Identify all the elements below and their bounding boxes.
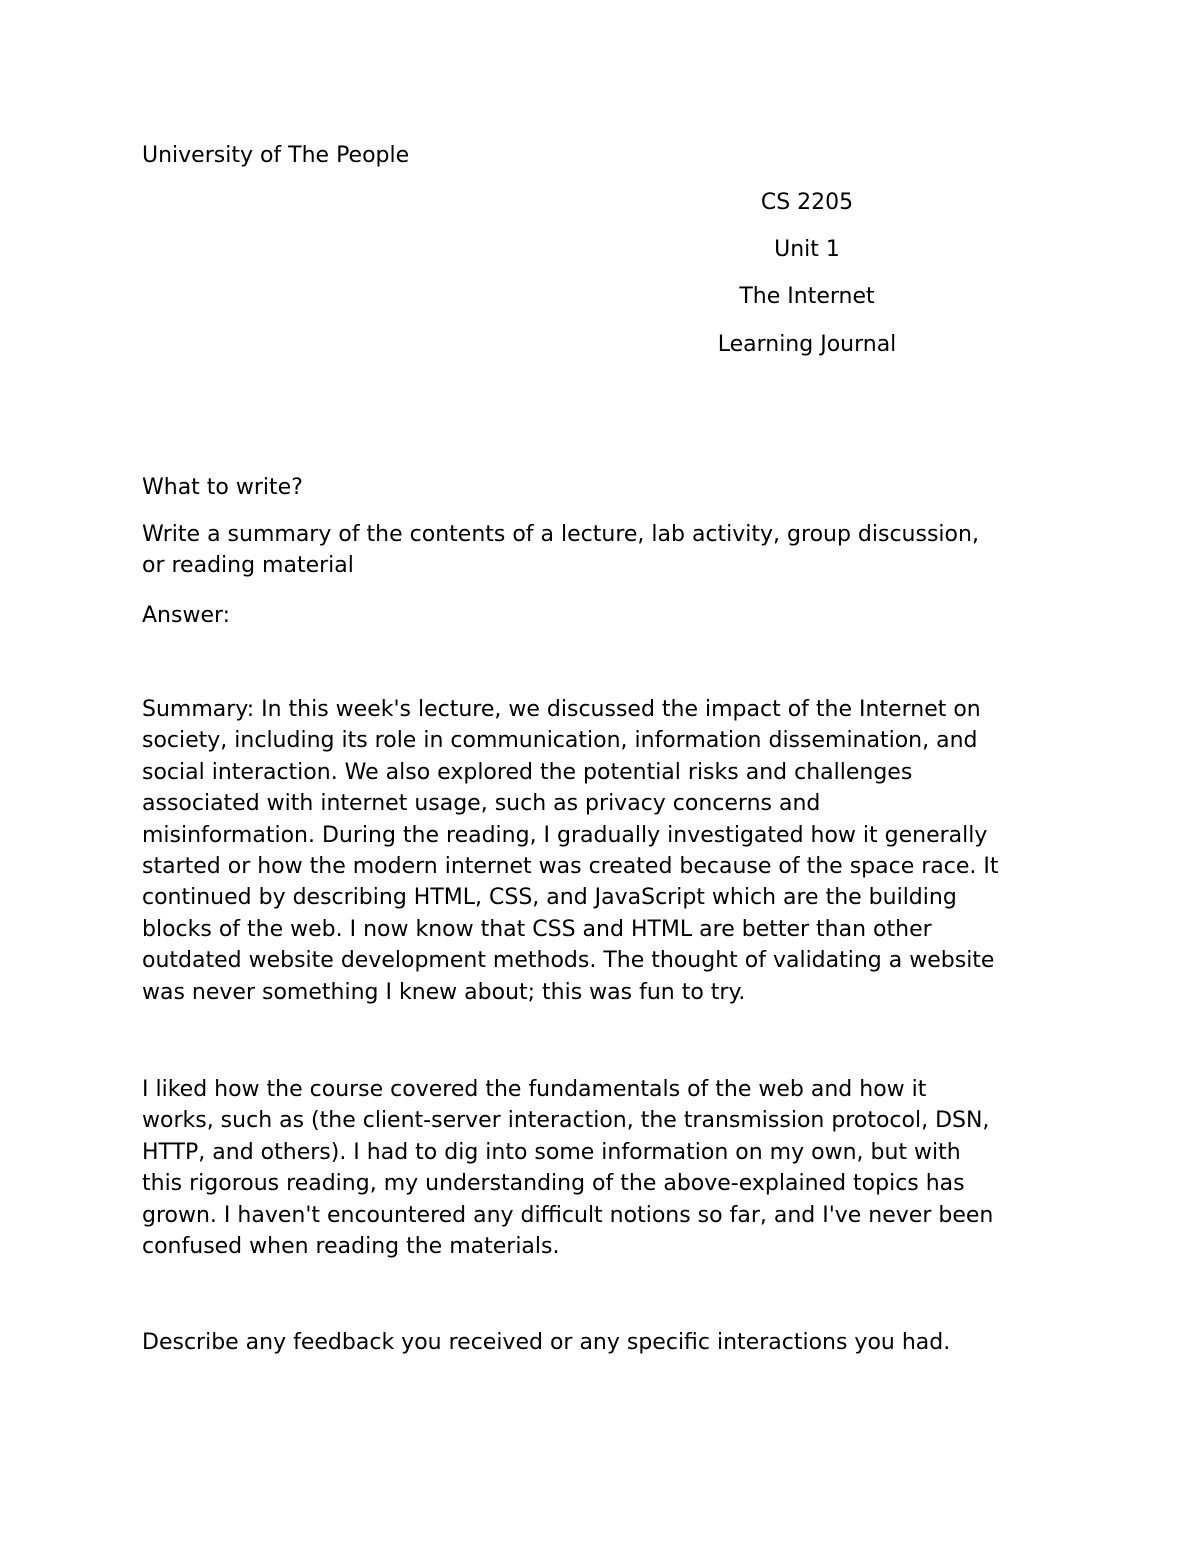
summary-line: was never something I knew about; this was fun to try.	[142, 979, 746, 1005]
summary-line: started or how the modern internet was created because of the space race. It	[142, 854, 999, 880]
summary-line: misinformation. During the reading, I gradually investigated how it generally	[142, 822, 988, 848]
summary-paragraph	[142, 694, 1072, 1008]
feedback-prompt: Describe any feedback you received or any specific interactions you had.	[142, 1330, 951, 1355]
summary-line: Summary: In this week's lecture, we discussed the impact of the Internet on	[142, 697, 981, 722]
instruction-line: Write a summary of the contents of a lecture, lab activity, group discussion,	[142, 522, 979, 547]
reflection-line: works, such as (the client-server interaction, the transmission protocol, DSN,	[142, 1108, 990, 1134]
summary-line: continued by describing HTML, CSS, and JavaScript which are the building	[142, 885, 957, 911]
summary-line: society, including its role in communication, information dissemination, and	[142, 728, 978, 754]
reflection-line: HTTP, and others). I had to dig into some information on my own, but with	[142, 1139, 961, 1165]
course-code: CS 2205	[760, 190, 854, 215]
prompt-question: What to write?	[142, 475, 303, 500]
reflection-line: confused when reading the materials.	[142, 1234, 560, 1260]
reflection-line: this rigorous reading, my understanding of the above-explained topics has	[142, 1171, 965, 1197]
reflection-line: grown. I haven't encountered any difficult notions so far, and I've never been	[142, 1202, 994, 1228]
reflection-line: I liked how the course covered the fundamentals of the web and how it	[142, 1077, 927, 1102]
reflection-paragraph	[142, 1074, 1072, 1262]
unit-number: Unit 1	[774, 237, 840, 262]
topic-title: The Internet	[739, 284, 875, 309]
summary-line: social interaction. We also explored the potential risks and challenges	[142, 759, 913, 785]
instruction-line: or reading material	[142, 553, 354, 579]
summary-line: associated with internet usage, such as privacy concerns and	[142, 791, 821, 817]
document-type: Learning Journal	[717, 332, 897, 357]
answer-label: Answer:	[142, 603, 231, 628]
summary-line: outdated website development methods. The thought of validating a website	[142, 948, 995, 974]
prompt-instruction	[142, 519, 1072, 582]
institution-name: University of The People	[142, 143, 410, 168]
summary-line: blocks of the web. I now know that CSS and HTML are better than other	[142, 916, 932, 942]
